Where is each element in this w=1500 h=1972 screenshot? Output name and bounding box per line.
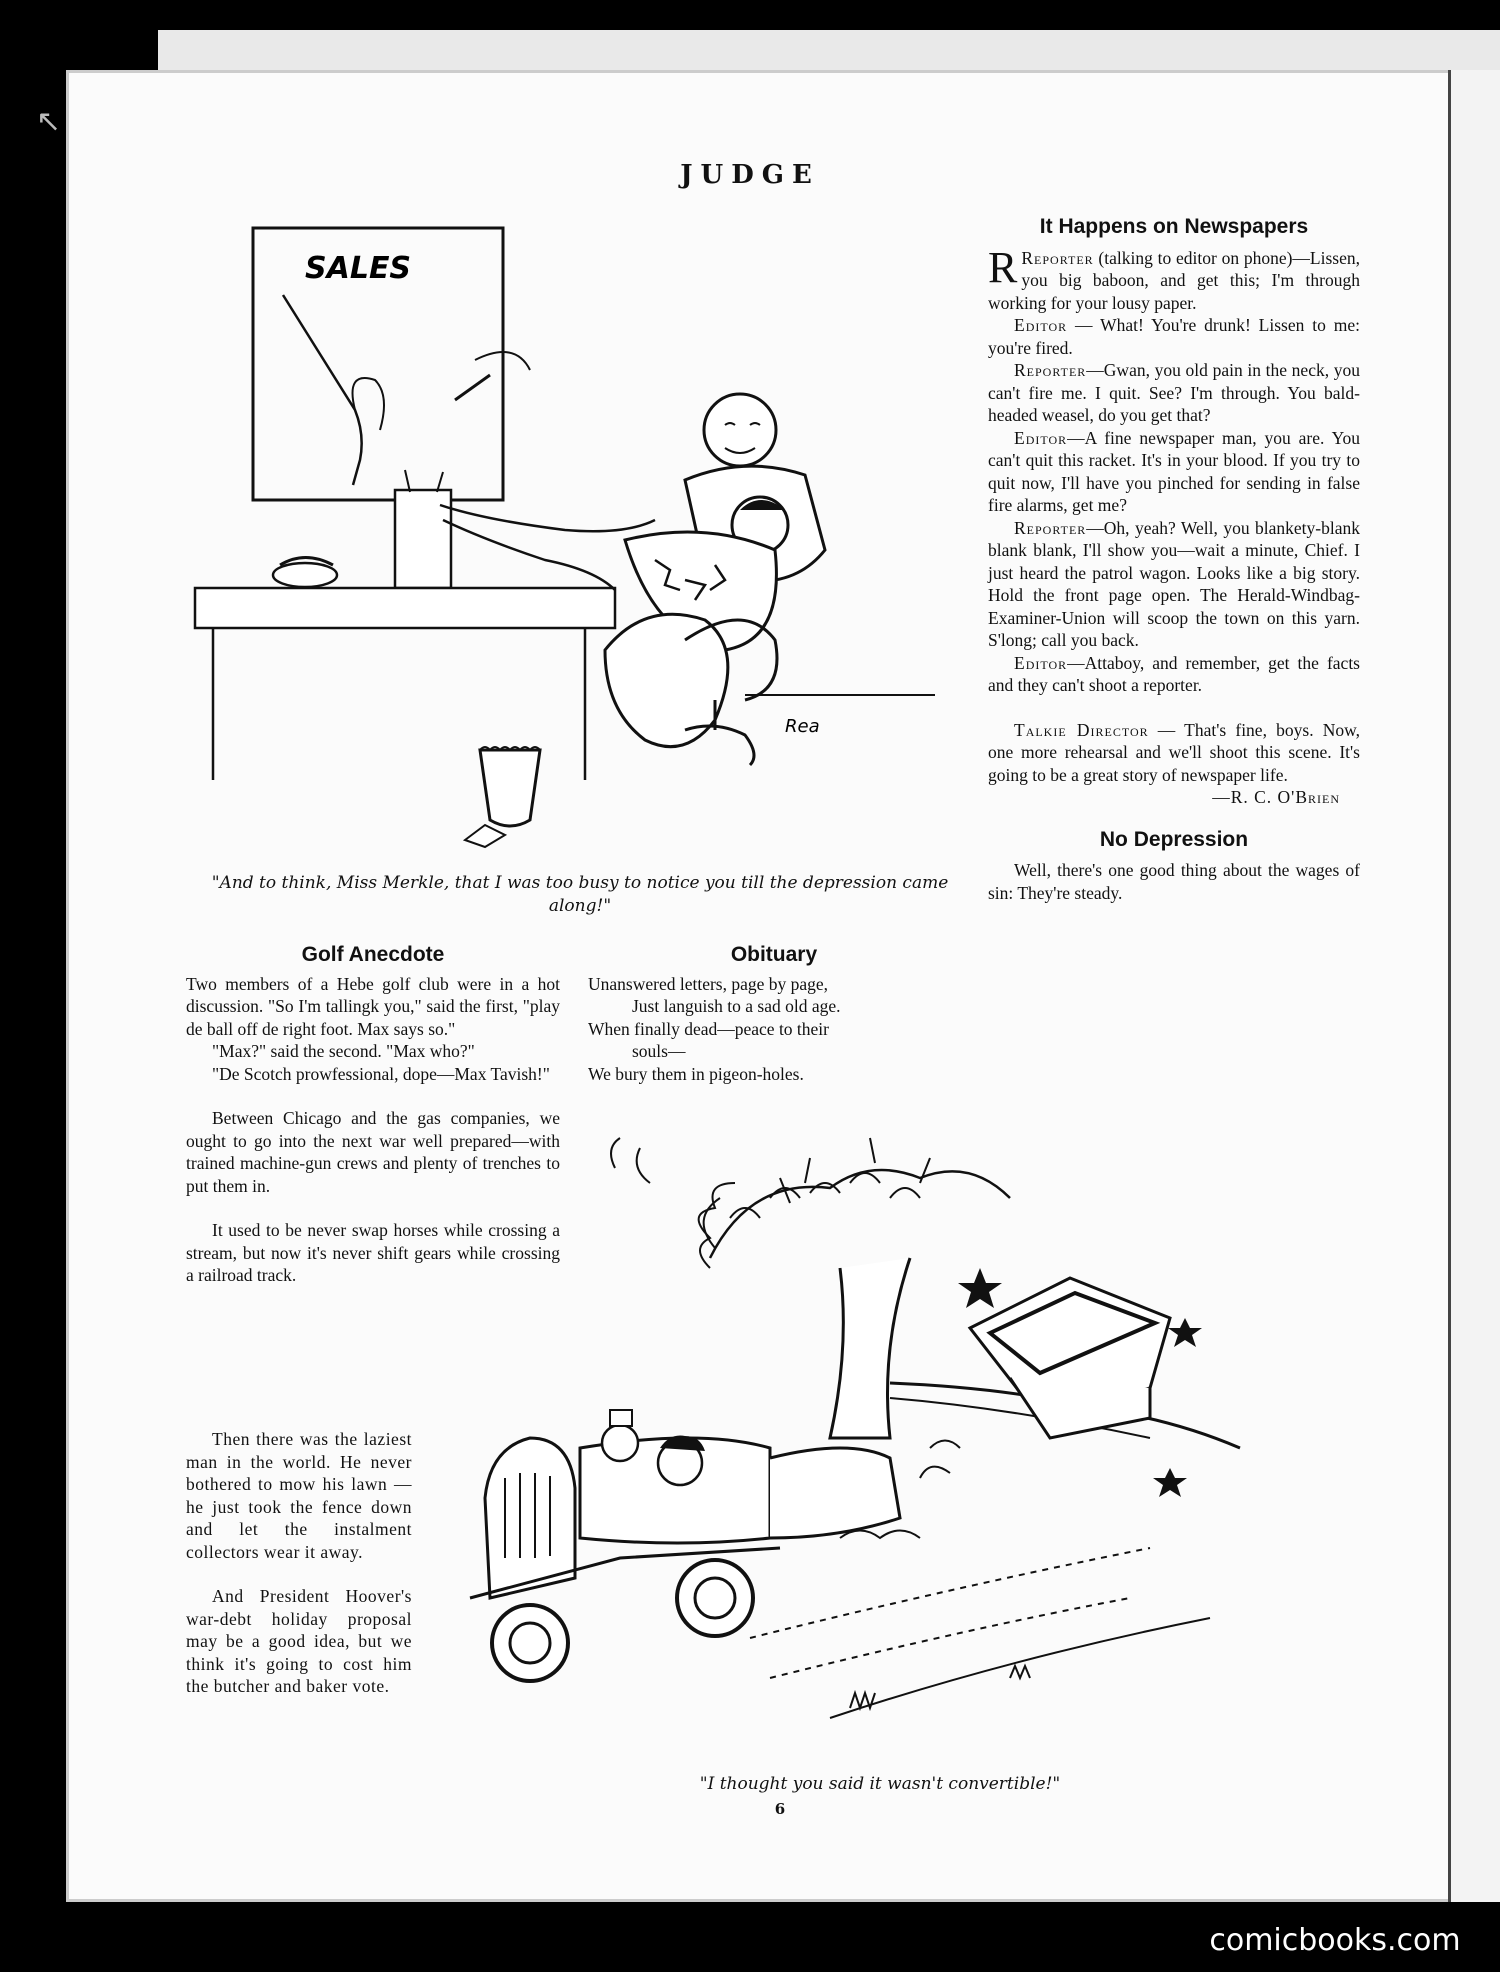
joke-horses: It used to be never swap horses while crossing a stream, but now it's never shift gears while crossing a railroad track.	[186, 1220, 560, 1285]
dialogue-line	[988, 427, 1360, 517]
dropcap-r: R	[988, 242, 1018, 292]
speaker-label: Talkie Director	[1014, 719, 1149, 740]
page-number: 6	[774, 1800, 786, 1818]
speaker-label: Editor	[1014, 315, 1068, 335]
dialogue-line	[988, 652, 1360, 697]
poem-line: Just languish to a sad old age.	[632, 996, 841, 1016]
newspapers-title: It Happens on Newspapers	[1039, 215, 1309, 238]
speaker-label: Editor	[1014, 427, 1068, 448]
watermark: comicbooks.com	[1170, 1910, 1500, 1972]
dialogue-line	[988, 242, 1360, 315]
cartoon-sales-office	[185, 220, 955, 860]
corner-mark-icon: ↖	[36, 104, 62, 139]
speaker-label: Reporter	[1014, 360, 1087, 380]
golf-paragraph: "Max?" said the second. "Max who?"	[212, 1041, 475, 1061]
dialogue-text: —Gwan, you old pain in the neck, you can't fire me. I quit. See? I'm through. You bald-headed weasel, do you get that?	[988, 360, 1360, 425]
poem-line: When finally dead—peace to their	[588, 1018, 830, 1039]
dialogue-line	[988, 517, 1360, 652]
sales-sign-text: SALES	[305, 251, 412, 286]
golf-paragraph: Two members of a Hebe golf club were in a hot discussion. "So I'm tallingk you," said the first, "play de ball off de right foot. Max says so."	[186, 973, 560, 1039]
poem-line: souls—	[632, 1041, 686, 1061]
golf-title: Golf Anecdote	[301, 943, 445, 966]
dialogue-text: —Attaboy, and remember, get the facts and they can't shoot a reporter.	[988, 652, 1360, 695]
newspapers-column	[988, 216, 1360, 904]
joke-laziest-man	[186, 1428, 412, 1698]
obituary-column	[588, 944, 960, 1085]
cartoonist-signature: Rea	[785, 716, 820, 737]
talkie-director-joke	[988, 719, 1360, 787]
dialogue-line	[988, 359, 1360, 427]
no-depression-title: No Depression	[1099, 827, 1249, 851]
speaker-label: Reporter	[1014, 517, 1087, 538]
joke-text: Then there was the laziest man in the world. He never bothered to mow his lawn —he just took the fence down and let the instalment collectors wear it away.	[186, 1429, 412, 1562]
cartoon-caption-bottom: "I thought you said it wasn't convertible!"	[699, 1774, 1061, 1794]
cartoon-car-crash	[450, 1118, 1360, 1758]
poem-line: Unanswered letters, page by page,	[588, 973, 829, 994]
joke-chicago: Between Chicago and the gas companies, we ought to go into the next war well prepared—with trained machine-gun crews and plenty of trenches to put them in.	[186, 1108, 560, 1196]
dialogue-text: (talking to editor on phone)—Lissen, you big baboon, and get this; I'm through working for your lousy paper.	[988, 247, 1360, 313]
dialogue-text: — What! You're drunk! Lissen to me: you're fired.	[988, 315, 1360, 358]
magazine-title: JUDGE	[680, 160, 820, 190]
golf-paragraph: "De Scotch prowfessional, dope—Max Tavish!"	[212, 1063, 550, 1084]
speaker-label: Editor	[1014, 652, 1068, 673]
poem-line: We bury them in pigeon-holes.	[588, 1063, 804, 1084]
cartoon-caption-top: "And to think, Miss Merkle, that I was too busy to notice you till the depression came along!"	[211, 873, 949, 916]
page-edge	[1448, 70, 1500, 1902]
dialogue-text: —Oh, yeah? Well, you blankety-blank blank blank, I'll show you—wait a minute, Chief. I just heard the patrol wagon. Looks like a big story. Hold the front page open. The Herald-Windbag-Examiner-Union will scoop the town on this yarn. S'long; call you back.	[988, 517, 1360, 650]
dialogue-text: — That's fine, boys. Now, one more rehearsal and we'll shoot this scene. It's going to be a great story of newspaper life.	[988, 719, 1361, 785]
no-depression-text: Well, there's one good thing about the wages of sin: They're steady.	[988, 860, 1360, 903]
speaker-label: Reporter	[1021, 247, 1094, 268]
obituary-title: Obituary	[730, 943, 818, 966]
dialogue-line	[988, 314, 1360, 359]
joke-text: And President Hoover's war-debt holiday proposal may be a good idea, but we think it's going to cost him the butcher and baker vote.	[186, 1586, 412, 1696]
byline: —R. C. O'Brien	[1212, 787, 1340, 807]
dialogue-text: —A fine newspaper man, you are. You can't quit this racket. It's in your blood. If you try to quit now, I'll have you pinched for sending in false fire alarms, get me?	[988, 427, 1360, 515]
